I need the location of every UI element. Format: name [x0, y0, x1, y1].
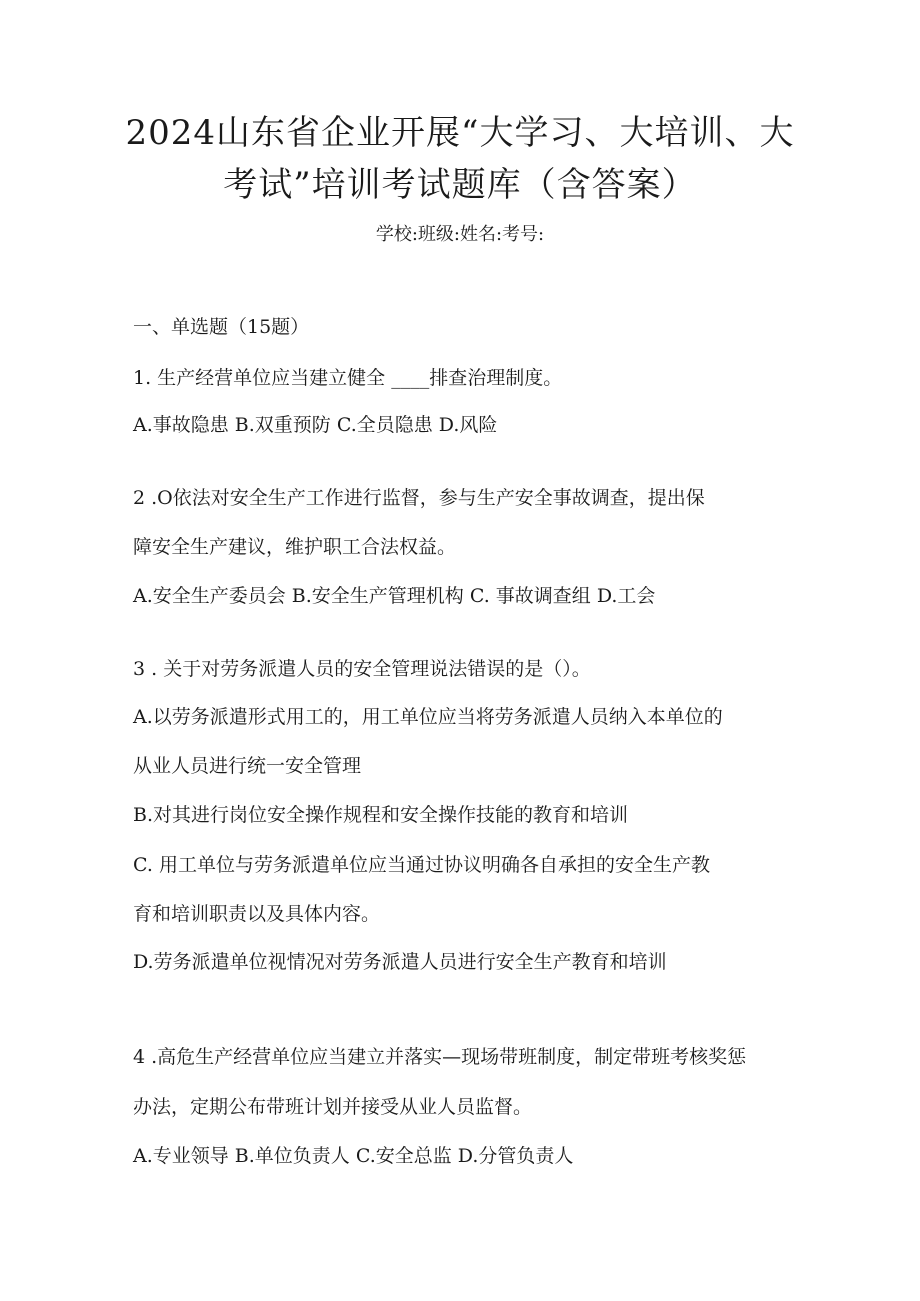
question-4-stem-line-1: 4 .高危生产经营单位应当建立并落实—现场带班制度，制定带班考核奖惩 — [133, 1046, 747, 1068]
question-2-stem-line-2: 障安全生产建议，维护职工合法权益。 — [133, 536, 457, 558]
question-3-stem-line-1: 3 . 关于对劳务派遣人员的安全管理说法错误的是（）。 — [133, 658, 591, 680]
document-title-line-1: 2024山东省企业开展“大学习、大培训、大 — [125, 113, 795, 153]
question-4-stem-line-2: 办法，定期公布带班计划并接受从业人员监督。 — [133, 1096, 533, 1118]
question-2-options: A.安全生产委员会 B.安全生产管理机构 C. 事故调查组 D.工会 — [133, 585, 656, 607]
question-3-option-a-line-1: A.以劳务派遣形式用工的，用工单位应当将劳务派遣人员纳入本单位的 — [133, 706, 723, 728]
student-info-line: 学校:班级:姓名:考号: — [375, 224, 545, 245]
question-3-option-b: B.对其进行岗位安全操作规程和安全操作技能的教育和培训 — [133, 804, 629, 826]
question-3-option-d: D.劳务派遣单位视情况对劳务派遣人员进行安全生产教育和培训 — [133, 951, 667, 973]
question-1-stem-line-1: 1. 生产经营单位应当建立健全 ____排查治理制度。 — [133, 367, 563, 389]
question-2-stem-line-1: 2 .O依法对安全生产工作进行监督，参与生产安全事故调查，提出保 — [133, 487, 705, 509]
document-title-line-2: 考试”培训考试题库（含答案） — [223, 165, 697, 205]
question-3-option-c-line-1: C. 用工单位与劳务派遣单位应当通过协议明确各自承担的安全生产教 — [133, 854, 710, 876]
question-3-option-a-line-2: 从业人员进行统一安全管理 — [133, 755, 362, 777]
section-heading: 一、单选题（15题） — [133, 316, 310, 338]
question-3-option-c-line-2: 育和培训职责以及具体内容。 — [133, 903, 381, 925]
question-1-options: A.事故隐患 B.双重预防 C.全员隐患 D.风险 — [133, 414, 498, 436]
question-4-options: A.专业领导 B.单位负责人 C.安全总监 D.分管负责人 — [133, 1145, 574, 1167]
